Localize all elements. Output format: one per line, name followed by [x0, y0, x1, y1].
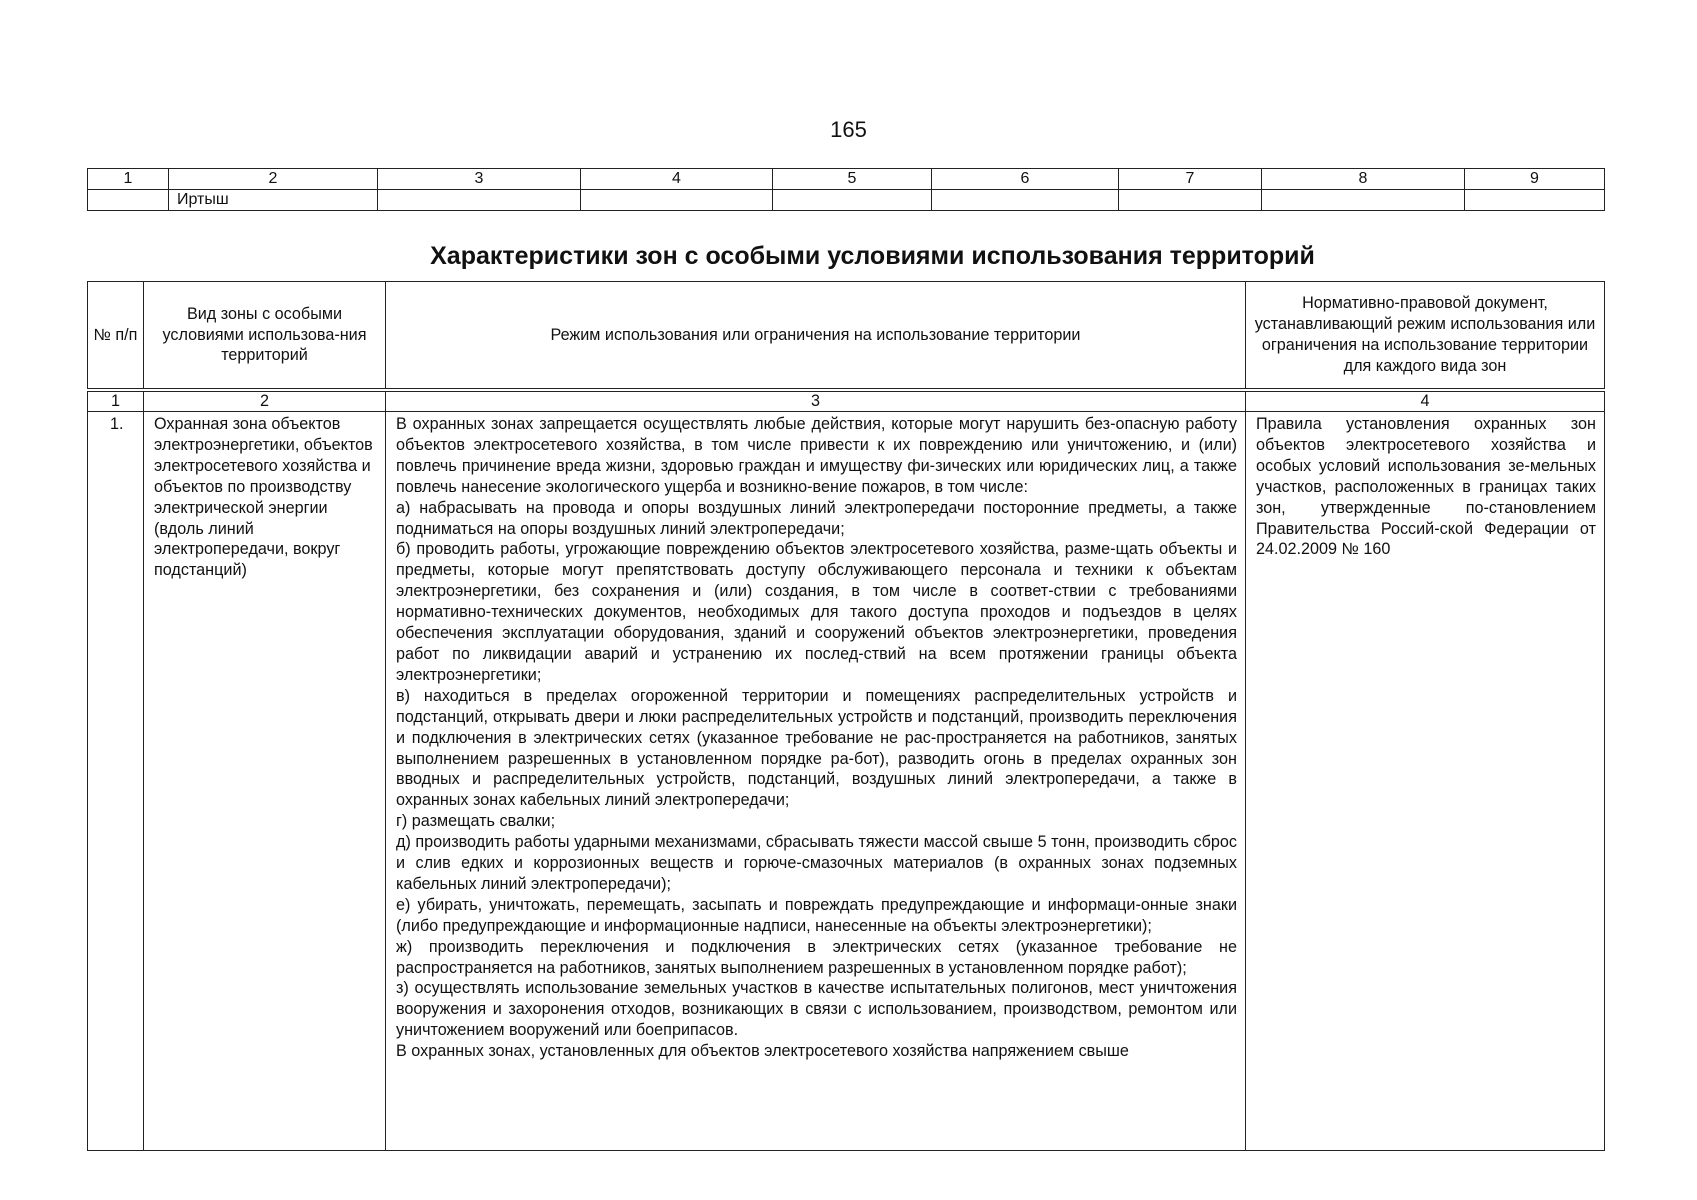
document-cell: Правила установления охранных зон объектов электросетевого хозяйства и особых условий использования зе-мельных участков, расположенных в границах таких зон, утвержденные по-становлением Правительства Россий-ской Федерации от 24.02.2009 № 160	[1246, 412, 1605, 1151]
column-number-cell: 1	[88, 390, 144, 412]
header-cell-document: Нормативно-правовой документ, устанавливающий режим использования или ограничения на использование территории для каждого вида зон	[1246, 282, 1605, 391]
header-cell-zone-type: Вид зоны с особыми условиями использова-ния территорий	[144, 282, 386, 391]
regime-paragraph: е) убирать, уничтожать, перемещать, засыпать и повреждать предупреждающие и информаци-онные знаки (либо предупреждающие и информационные надписи, нанесенные на объекты электроэнергетики);	[396, 895, 1237, 935]
zones-table	[87, 281, 1605, 1151]
column-number-cell: 5	[773, 169, 932, 190]
column-number-cell: 7	[1119, 169, 1262, 190]
regime-paragraph: ж) производить переключения и подключения в электрических сетях (указанное требование не распространяется на работников, занятых выполнением разрешенных в установленном порядке работ);	[396, 937, 1237, 977]
page-number: 165	[830, 117, 867, 142]
regime-paragraph: В охранных зонах, установленных для объектов электросетевого хозяйства напряжением свыше	[396, 1042, 1129, 1061]
continuation-table	[87, 168, 1605, 211]
regime-paragraph: В охранных зонах запрещается осуществлять любые действия, которые могут нарушить без-опасную работу объектов электросетевого хозяйства, в том числе привести к их повреждению или уничтожению, и (или) повлечь причинение вреда жизни, здоровью граждан и имуществу фи-зических или юридических лиц, а также повлечь нанесение экологического ущерба и возникно-вение пожаров, в том числе:	[396, 415, 1237, 496]
table-row	[88, 412, 1605, 1151]
row-number-cell: 1.	[88, 412, 144, 1151]
column-number-cell: 3	[386, 390, 1246, 412]
column-number-cell: 3	[378, 169, 581, 190]
regime-paragraph: д) производить работы ударными механизмами, сбрасывать тяжести массой свыше 5 тонн, производить сброс и слив едких и коррозионных веществ и горюче-смазочных материалов (в охранных зонах подземных кабельных линий электропередачи);	[396, 833, 1237, 893]
column-number-cell: 8	[1262, 169, 1465, 190]
table-cell	[88, 190, 169, 211]
column-number-cell: 4	[1246, 390, 1605, 412]
regime-paragraph: в) находиться в пределах огороженной территории и помещениях распределительных устройств и подстанций, открывать двери и люки распределительных устройств и подстанций, производить переключения и подключения в электрических сетях (указанное требование не рас-пространяется на работников, занятых выполнением разрешенных в установленном порядке ра-бот), разводить огонь в пределах охранных зон вводных и распределительных устройств, подстанций, воздушных линий электропередачи, а также в охранных зонах кабельных линий электропередачи;	[396, 686, 1237, 810]
table-cell	[773, 190, 932, 211]
column-number-cell: 2	[144, 390, 386, 412]
regime-text	[396, 414, 1237, 1150]
column-number-cell: 4	[581, 169, 773, 190]
column-number-cell: 2	[169, 169, 378, 190]
table-cell	[1465, 190, 1605, 211]
table-cell	[1262, 190, 1465, 211]
continuation-table-row	[88, 190, 1605, 211]
zones-table-header-row	[88, 282, 1605, 391]
zone-type-cell: Охранная зона объектов электроэнергетики, объектов электросетевого хозяйства и объектов по производству электрической энергии (вдоль линий электропередачи, вокруг подстанций)	[144, 412, 386, 1151]
table-cell	[1119, 190, 1262, 211]
table-cell	[378, 190, 581, 211]
table-cell: Иртыш	[169, 190, 378, 211]
continuation-table-header-row	[88, 169, 1605, 190]
regime-paragraph: б) проводить работы, угрожающие повреждению объектов электросетевого хозяйства, разме-щать объекты и предметы, которые могут препятствовать доступу обслуживающего персонала и техники к объектам электроэнергетики, без сохранения и (или) создания, в том числе в соответ-ствии с требованиями нормативно-технических документов, необходимых для такого доступа проходов и подъездов в целях обеспечения эксплуатации оборудования, зданий и сооружений объектов электроэнергетики, проведения работ по ликвидации аварий и устранению их послед-ствий на всем протяжении границы объекта электроэнергетики;	[396, 540, 1237, 684]
column-number-cell: 1	[88, 169, 169, 190]
regime-paragraph: а) набрасывать на провода и опоры воздушных линий электропередачи посторонние предметы, а также подниматься на опоры воздушных линий электропередачи;	[396, 498, 1237, 538]
header-cell-number: № п/п	[88, 282, 144, 391]
regime-paragraph: з) осуществлять использование земельных участков в качестве испытательных полигонов, мест уничтожения вооружения и захоронения отходов, возникающих в связи с использованием, производством, ремонтом или уничтожением вооружений или боеприпасов.	[396, 979, 1237, 1040]
section-title: Характеристики зон с особыми условиями использования территорий	[430, 242, 1315, 270]
column-number-cell: 6	[932, 169, 1119, 190]
regime-paragraph: г) размещать свалки;	[396, 812, 556, 831]
table-cell	[932, 190, 1119, 211]
regime-cell	[386, 412, 1246, 1151]
header-cell-regime: Режим использования или ограничения на использование территории	[386, 282, 1246, 391]
column-numbers-row	[88, 390, 1605, 412]
column-number-cell: 9	[1465, 169, 1605, 190]
table-cell	[581, 190, 773, 211]
